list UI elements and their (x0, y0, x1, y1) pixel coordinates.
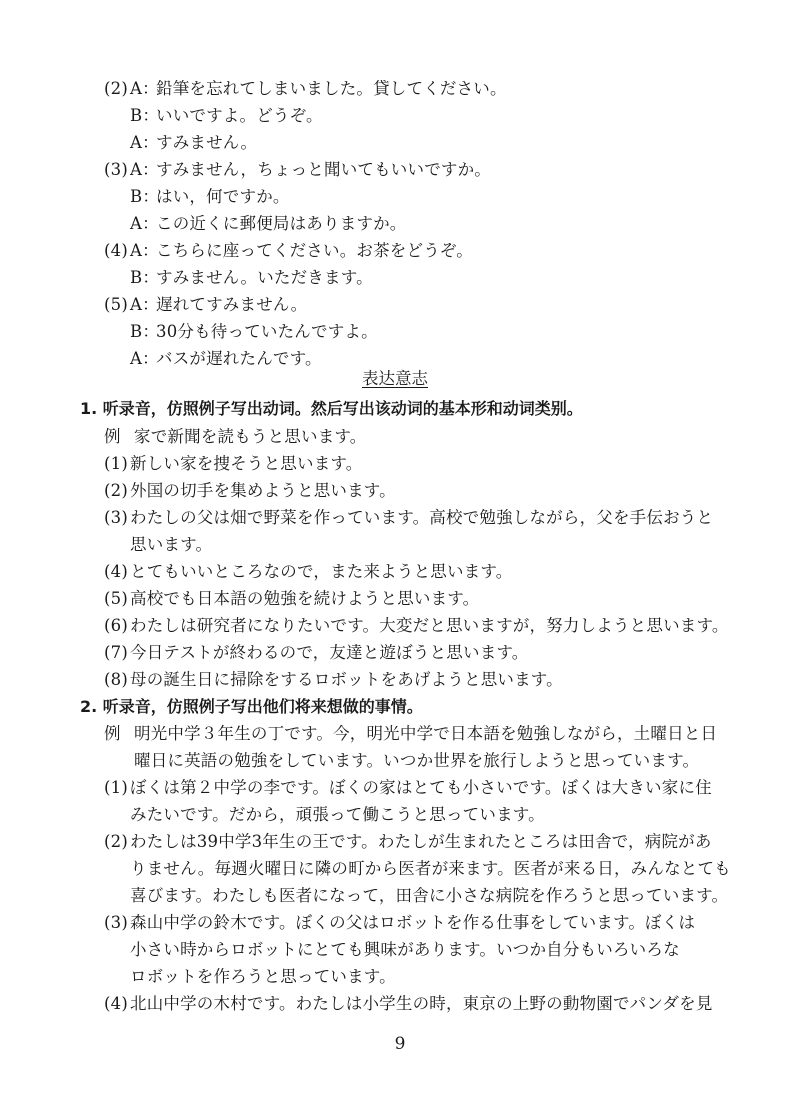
dialogue-2-line-3: A：すみません。 (130, 133, 258, 152)
section-1-item-6: (6) わたしは研究者になりたいです。大変だと思いますが，努力しようと思います。 (104, 616, 729, 635)
section-1-item-2: (2) 外国の切手を集めようと思います。 (104, 481, 396, 500)
section-2-title: 2. 听录音，仿照例子写出他们将来想做的事情。 (80, 697, 423, 716)
section-1-item-4: (4) とてもいいところなので，また来ようと思います。 (104, 562, 513, 581)
section-1-example: 例 家で新聞を読もうと思います。 (104, 427, 367, 446)
section-2-item-2: (2) わたしは39中学3年生の王です。わたしが生まれたところは田舎で，病院があ (104, 832, 712, 851)
section-2-example: 例 明光中学３年生の丁です。今，明光中学で日本語を勉強しながら，土曜日と日 (104, 724, 718, 743)
section-1-title: 1. 听录音，仿照例子写出动词。然后写出该动词的基本形和动词类别。 (80, 399, 583, 418)
page-number: 9 (394, 1034, 406, 1054)
dialogue-5-line-2: B：30分も待っていたんですよ。 (130, 322, 378, 341)
section-1-item-8: (8) 母の誕生日に掃除をするロボットをあげようと思います。 (104, 670, 563, 689)
dialogue-2-line-1: (2) A：鉛筆を忘れてしまいました。貸してください。 (104, 79, 507, 98)
section-1-item-3-cont: 思います。 (130, 535, 213, 554)
section-1-item-7: (7) 今日テストが終わるので，友達と遊ぼうと思います。 (104, 643, 529, 662)
section-1-item-5: (5) 高校でも日本語の勉強を続けようと思います。 (104, 589, 480, 608)
section-2-item-3-cont-2: ロボットを作ろうと思っています。 (130, 967, 396, 986)
section-1-item-3: (3) わたしの父は畑で野菜を作っています。高校で勉強しながら，父を手伝おうと (104, 508, 714, 527)
section-2-example-cont: 曜日に英語の勉強をしています。いつか世界を旅行しようと思っています。 (134, 751, 700, 770)
section-2-item-1-cont: みたいです。だから，頑張って働こうと思っています。 (130, 805, 545, 824)
section-heading: 表达意志 (362, 369, 428, 388)
section-2-item-2-cont-2: 喜びます。わたしも医者になって，田舎に小さな病院を作ろうと思っています。 (130, 886, 729, 905)
dialogue-4-line-1: (4) A：こちらに座ってください。お茶をどうぞ。 (104, 241, 473, 260)
dialogue-4-line-2: B：すみません。いただきます。 (130, 268, 373, 287)
section-2-item-1: (1) ぼくは第２中学の李です。ぼくの家はとても小さいです。ぼくは大きい家に住 (104, 778, 712, 797)
section-2-item-3-cont-1: 小さい時からロボットにとても興味があります。いつか自分もいろいろな (130, 940, 680, 959)
section-2-item-4: (4) 北山中学の木村です。わたしは小学生の時，東京の上野の動物園でパンダを見 (104, 994, 713, 1013)
dialogue-5-line-1: (5) A：遅れてすみません。 (104, 295, 308, 314)
dialogue-3-line-2: B：はい，何ですか。 (130, 187, 290, 206)
section-2-item-3: (3) 森山中学の鈴木です。ぼくの父はロボットを作る仕事をしています。ぼくは (104, 913, 696, 932)
dialogue-3-line-1: (3) A：すみません，ちょっと聞いてもいいですか。 (104, 160, 491, 179)
section-1-item-1: (1) 新しい家を捜そうと思います。 (104, 454, 363, 473)
dialogue-5-line-3: A：バスが遅れたんです。 (130, 349, 322, 368)
dialogue-3-line-3: A：この近くに郵便局はありますか。 (130, 214, 407, 233)
section-2-item-2-cont-1: りません。毎週火曜日に隣の町から医者が来ます。医者が来る日，みんなとても (130, 859, 731, 878)
dialogue-2-line-2: B：いいですよ。どうぞ。 (130, 106, 323, 125)
